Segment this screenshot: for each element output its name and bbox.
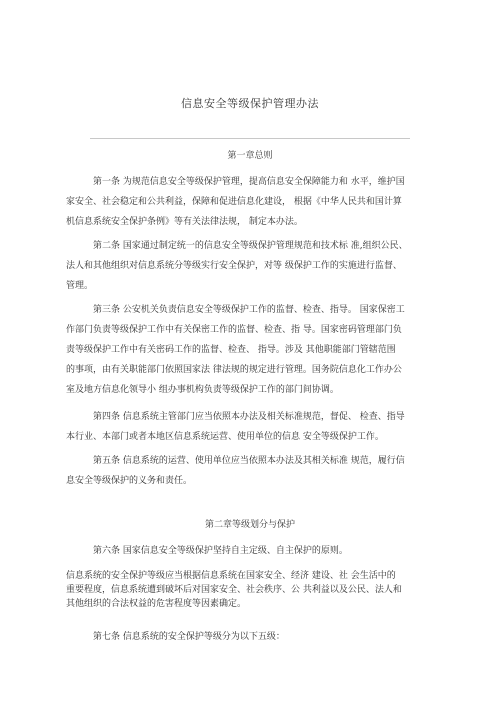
- paragraph-line: 第二条 国家通过制定统一的信息安全等级保护管理规范和技术标 准,组织公民、: [93, 241, 408, 251]
- article-3: [66, 300, 438, 400]
- paragraph-line: 第一条 为规范信息安全等级保护管理，提高信息安全保障能力和 水平，维护国: [93, 177, 405, 187]
- paragraph-line: 的事项，由有关职能部门依照国家法 律法规的规定进行管理。国务院信息化工作办公: [66, 365, 402, 375]
- article-6: [66, 541, 438, 561]
- paragraph-line: 第七条 信息系统的安全保护等级分为以下五级：: [93, 632, 285, 642]
- paragraph-line: 责等级保护工作中有关密码工作的监督、检查、 指导。涉及 其他职能部门管辖范围: [66, 345, 396, 355]
- paragraph-line: 第三条 公安机关负责信息安全等级保护工作的监督、检查、指导。 国家保密工: [93, 305, 405, 315]
- paragraph-line: 室及地方信息化领导小 组办事机构负责等级保护工作的部门间协调。: [66, 385, 339, 395]
- paragraph-line: 第六条 国家信息安全等级保护坚持自主定级、自主保护的原则。: [93, 546, 348, 556]
- paragraph-line: 第四条 信息系统主管部门应当依照本办法及相关标准规范，督促、 检查、指导: [93, 412, 405, 422]
- article-5: [66, 451, 438, 491]
- paragraph-line: 本行业、本部门或者本地区信息系统运营、使用单位的信息 安全等级保护工作。: [66, 432, 384, 442]
- paragraph-line: 机信息系统安全保护条例》等有关法律法规， 制定本办法。: [66, 217, 303, 227]
- title-divider: [90, 138, 410, 139]
- article-4: [66, 407, 438, 447]
- paragraph-line: 法人和其他组织对信息系统分等级实行安全保护，对等 级保护工作的实施进行监督、: [66, 261, 402, 271]
- paragraph-line: 其他组织的合法权益的危害程度等因素确定。: [66, 599, 247, 609]
- article-6-body: [66, 569, 438, 611]
- paragraph-line: 息安全等级保护的义务和责任。: [66, 476, 193, 486]
- article-1: [66, 172, 438, 232]
- paragraph-line: 家安全、社会稳定和公共利益，保障和促进信息化建设， 根据《中华人民共和国计算: [66, 197, 402, 207]
- paragraph-line: 信息系统的安全保护等级应当根据信息系统在国家安全、经济 建设、社 会生活中的: [66, 571, 396, 581]
- article-2: [66, 236, 438, 296]
- paragraph-line: 第五条 信息系统的运营、使用单位应当依照本办法及其相关标准 规范，履行信: [93, 456, 405, 466]
- chapter-heading-1: 第一章总则: [227, 151, 273, 161]
- article-7: [66, 627, 438, 647]
- paragraph-line: 作部门负责等级保护工作中有关保密工作的监督、检查、指 导。国家密码管理部门负: [66, 325, 402, 335]
- paragraph-line: 重要程度，信息系统遭到破坏后对国家安全、社会秩序、公 共利益以及公民、法人和: [66, 585, 402, 595]
- chapter-heading-2: 第二章等级划分与保护: [204, 520, 295, 530]
- paragraph-line: 管理。: [66, 281, 94, 291]
- document-title: 信息安全等级保护管理办法: [181, 97, 319, 110]
